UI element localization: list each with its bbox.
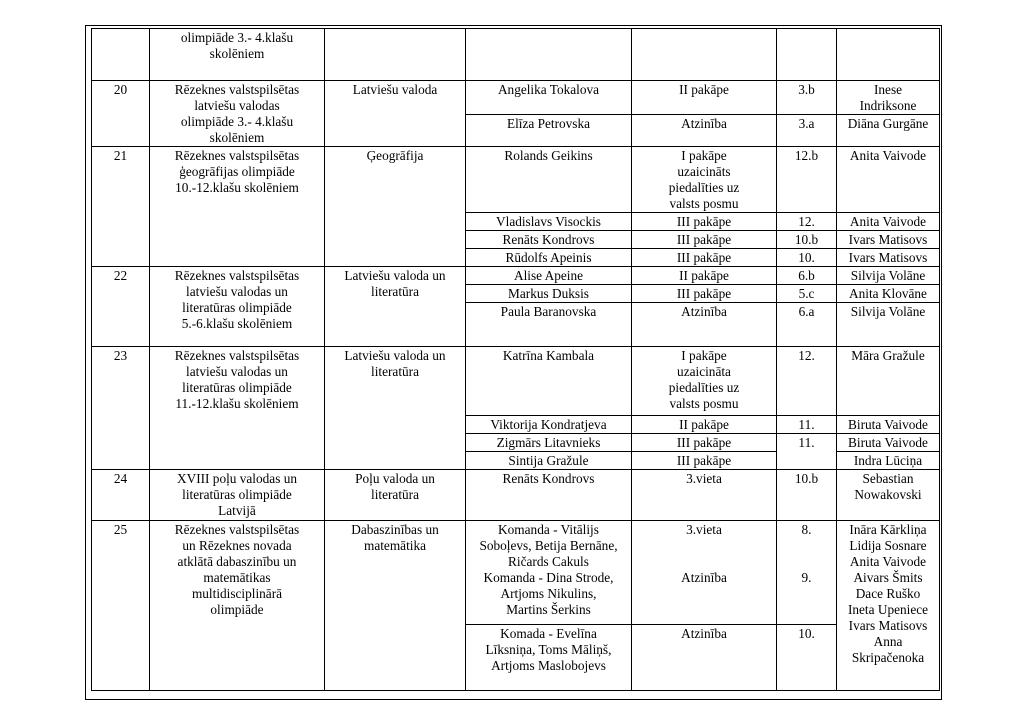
olympiad-name: Rēzeknes valstspilsētas ģeogrāfijas olimpiāde 10.-12.klašu skolēniem: [150, 147, 325, 267]
result: I pakāpe uzaicināts piedalīties uz valsts posmu: [632, 147, 777, 213]
teacher: Biruta Vaivode: [837, 434, 940, 452]
student-name: Zigmārs Litavnieks: [466, 434, 632, 452]
teacher: [837, 29, 940, 81]
student-name: Markus Duksis: [466, 285, 632, 303]
result: III pakāpe: [632, 249, 777, 267]
student-name: Rūdolfs Apeinis: [466, 249, 632, 267]
class: 3.b: [777, 81, 837, 115]
student-name: Vladislavs Visockis: [466, 213, 632, 231]
result: [632, 29, 777, 81]
result: 3.vieta: [632, 470, 777, 521]
row-number: 21: [92, 147, 150, 267]
student-name: Renāts Kondrovs: [466, 231, 632, 249]
teacher: Silvija Volāne: [837, 303, 940, 347]
table-row: [92, 29, 940, 81]
subject: Latviešu valoda: [325, 81, 466, 147]
table-row: [92, 267, 940, 285]
teacher: Ivars Matisovs: [837, 231, 940, 249]
teacher: Anita Vaivode: [837, 213, 940, 231]
subject: Poļu valoda un literatūra: [325, 470, 466, 521]
row-number: 20: [92, 81, 150, 147]
student-name: [466, 29, 632, 81]
class: 5.c: [777, 285, 837, 303]
olympiad-name: Rēzeknes valstspilsētas latviešu valodas un literatūras olimpiāde 5.-6.klašu skolēniem: [150, 267, 325, 347]
olympiad-name: Rēzeknes valstspilsētas latviešu valodas un literatūras olimpiāde 11.-12.klašu skolēniem: [150, 347, 325, 470]
result: I pakāpe uzaicināta piedalīties uz valsts posmu: [632, 347, 777, 416]
teacher: Sebastian Nowakovski: [837, 470, 940, 521]
result: II pakāpe: [632, 81, 777, 115]
student-name: Viktorija Kondratjeva: [466, 416, 632, 434]
teacher: Inese Indriksone: [837, 81, 940, 115]
class: [777, 29, 837, 81]
teacher: Ivars Matisovs: [837, 249, 940, 267]
student-name: Angelika Tokalova: [466, 81, 632, 115]
class: 10.b: [777, 231, 837, 249]
result: III pakāpe: [632, 434, 777, 452]
teacher: Biruta Vaivode: [837, 416, 940, 434]
table-row: [92, 81, 940, 115]
result: Atzinība: [632, 303, 777, 347]
teacher: Indra Lūciņa: [837, 452, 940, 470]
student-name: Komada - Evelīna Līksniņa, Toms Māliņš, Artjoms Maslobojevs: [466, 625, 632, 691]
result: III pakāpe: [632, 452, 777, 470]
student-name: Komanda - Vitālijs Soboļevs, Betija Bernāne, Ričards Cakuls Komanda - Dina Strode, Artjoms Nikulins, Martins Šerkins: [466, 521, 632, 625]
teacher: Silvija Volāne: [837, 267, 940, 285]
result: III pakāpe: [632, 285, 777, 303]
result: 3.vieta Atzinība: [632, 521, 777, 625]
class: 11.: [777, 434, 837, 452]
subject: Dabaszinības un matemātika: [325, 521, 466, 691]
class: 6.b: [777, 267, 837, 285]
class: 10.: [777, 625, 837, 691]
table-row: [92, 470, 940, 521]
teacher: Ināra Kārkliņa Lidija Sosnare Anita Vaivode Aivars Šmits Dace Ruško Ineta Upeniece Ivars Matisovs Anna Skripačenoka: [837, 521, 940, 691]
class: 11.: [777, 416, 837, 434]
class: 12.b: [777, 147, 837, 213]
class: 10.b: [777, 470, 837, 521]
student-name: Elīza Petrovska: [466, 115, 632, 147]
subject: Latviešu valoda un literatūra: [325, 267, 466, 347]
class: [777, 452, 837, 470]
row-number: 22: [92, 267, 150, 347]
teacher: Anita Klovāne: [837, 285, 940, 303]
row-number: [92, 29, 150, 81]
class: 10.: [777, 249, 837, 267]
student-name: Rolands Geikins: [466, 147, 632, 213]
row-number: 24: [92, 470, 150, 521]
result: II pakāpe: [632, 267, 777, 285]
row-number: 25: [92, 521, 150, 691]
table-row: [92, 147, 940, 213]
result: III pakāpe: [632, 231, 777, 249]
student-name: Katrīna Kambala: [466, 347, 632, 416]
student-name: Renāts Kondrovs: [466, 470, 632, 521]
result: Atzinība: [632, 115, 777, 147]
olympiad-name: Rēzeknes valstspilsētas latviešu valodas olimpiāde 3.- 4.klašu skolēniem: [150, 81, 325, 147]
class: 8. 9.: [777, 521, 837, 625]
student-name: Paula Baranovska: [466, 303, 632, 347]
class: 6.a: [777, 303, 837, 347]
class: 3.a: [777, 115, 837, 147]
subject: Latviešu valoda un literatūra: [325, 347, 466, 470]
subject: Ģeogrāfija: [325, 147, 466, 267]
class: 12.: [777, 213, 837, 231]
result: Atzinība: [632, 625, 777, 691]
result: II pakāpe: [632, 416, 777, 434]
teacher: Anita Vaivode: [837, 147, 940, 213]
table-row: [92, 347, 940, 416]
teacher: Māra Gražule: [837, 347, 940, 416]
olympiad-name: olimpiāde 3.- 4.klašu skolēniem: [150, 29, 325, 81]
awards-table: [91, 28, 940, 691]
class: 12.: [777, 347, 837, 416]
student-name: Alise Apeine: [466, 267, 632, 285]
olympiad-name: Rēzeknes valstspilsētas un Rēzeknes novada atklātā dabaszinību un matemātikas multidisciplinārā olimpiāde: [150, 521, 325, 691]
row-number: 23: [92, 347, 150, 470]
teacher: Diāna Gurgāne: [837, 115, 940, 147]
subject: [325, 29, 466, 81]
olympiad-name: XVIII poļu valodas un literatūras olimpiāde Latvijā: [150, 470, 325, 521]
result: III pakāpe: [632, 213, 777, 231]
table-row: [92, 521, 940, 625]
student-name: Sintija Gražule: [466, 452, 632, 470]
